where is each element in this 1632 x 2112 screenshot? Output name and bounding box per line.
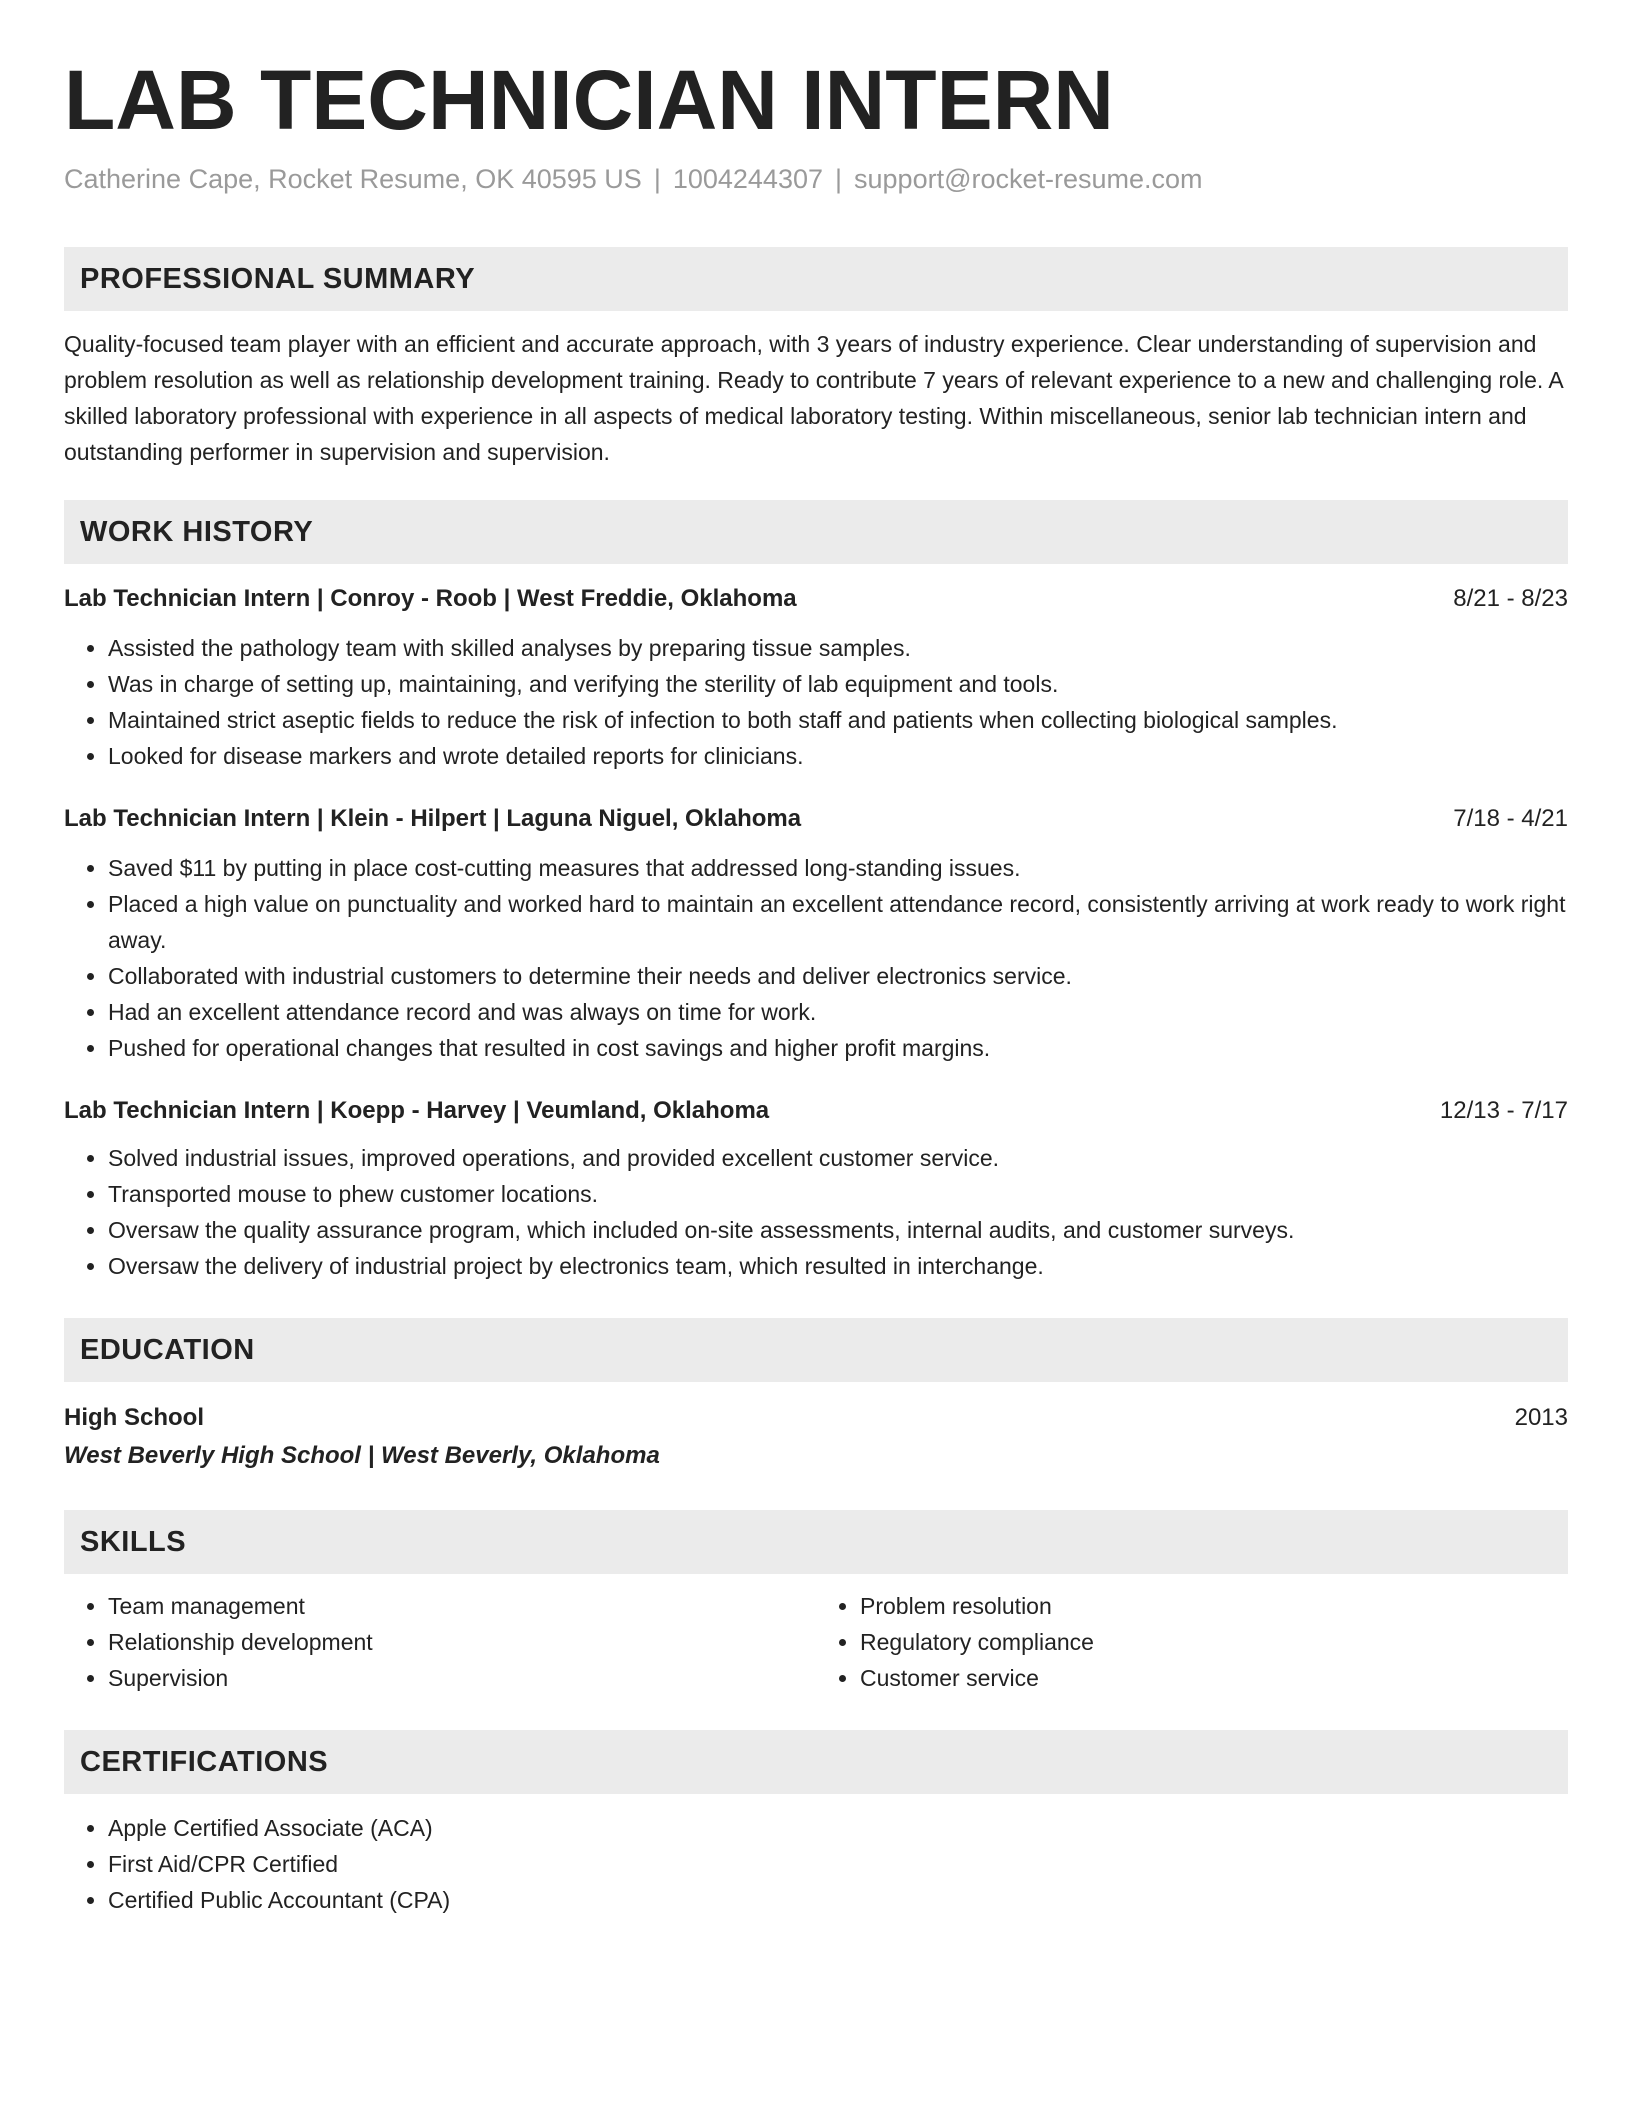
job-title: Lab Technician Intern | Koepp - Harvey | Veumland, Oklahoma: [64, 1097, 770, 1125]
job-title: Lab Technician Intern | Conroy - Roob | West Freddie, Oklahoma: [64, 585, 797, 613]
contact-separator: |: [835, 164, 843, 195]
list-item: • Team management: [108, 1588, 816, 1624]
section-header-certifications: CERTIFICATIONS: [64, 1730, 1568, 1794]
job-header: [64, 1094, 1568, 1128]
job-dates: 7/18 - 4/21: [1453, 805, 1568, 833]
contact-email: support@rocket-resume.com: [854, 164, 1203, 195]
list-item: • Oversaw the quality assurance program, which included on-site assessments, internal audits, and customer surveys.: [108, 1212, 1568, 1248]
education-entry: [64, 1400, 1568, 1436]
list-item: • Oversaw the delivery of industrial project by electronics team, which resulted in interchange.: [108, 1248, 1568, 1284]
list-item: • Had an excellent attendance record and was always on time for work.: [108, 994, 1568, 1030]
job-entry: [64, 802, 1568, 1066]
list-item: • Saved $11 by putting in place cost-cutting measures that addressed long-standing issues.: [108, 850, 1568, 886]
list-item: • Maintained strict aseptic fields to reduce the risk of infection to both staff and patients when collecting biological samples.: [108, 702, 1568, 738]
list-item: • Was in charge of setting up, maintaining, and verifying the sterility of lab equipment and tools.: [108, 666, 1568, 702]
list-item: • Placed a high value on punctuality and worked hard to maintain an excellent attendance record, consistently arriving at work ready to work right away.: [108, 886, 1568, 958]
education-year: 2013: [1514, 1404, 1568, 1432]
list-item: • Solved industrial issues, improved operations, and provided excellent customer service.: [108, 1140, 1568, 1176]
list-item: • Assisted the pathology team with skilled analyses by preparing tissue samples.: [108, 630, 1568, 666]
list-item: • Collaborated with industrial customers to determine their needs and deliver electronics service.: [108, 958, 1568, 994]
list-item: • Certified Public Accountant (CPA): [108, 1882, 1568, 1918]
job-title: Lab Technician Intern | Klein - Hilpert | Laguna Niguel, Oklahoma: [64, 805, 802, 833]
job-bullet-list: [64, 1140, 1568, 1284]
job-entry: [64, 582, 1568, 774]
list-item: • First Aid/CPR Certified: [108, 1846, 1568, 1882]
job-bullet-list: [64, 630, 1568, 774]
section-header-work-history: WORK HISTORY: [64, 500, 1568, 564]
job-dates: 12/13 - 7/17: [1439, 1097, 1568, 1125]
list-item: • Regulatory compliance: [860, 1624, 1568, 1660]
job-bullet-list: [64, 850, 1568, 1066]
contact-address: Catherine Cape, Rocket Resume, OK 40595 US: [64, 164, 642, 195]
contact-phone: 1004244307: [672, 164, 823, 195]
page-title: LAB TECHNICIAN INTERN: [64, 53, 1114, 147]
section-header-summary: PROFESSIONAL SUMMARY: [64, 247, 1568, 311]
certifications-list: [64, 1810, 1568, 1918]
job-entry: [64, 1094, 1568, 1284]
list-item: • Looked for disease markers and wrote detailed reports for clinicians.: [108, 738, 1568, 774]
list-item: • Relationship development: [108, 1624, 816, 1660]
list-item: • Customer service: [860, 1660, 1568, 1696]
section-header-skills: SKILLS: [64, 1510, 1568, 1574]
list-item: • Supervision: [108, 1660, 816, 1696]
skills-grid: [64, 1588, 1568, 1696]
education-degree: High School: [64, 1404, 204, 1432]
list-item: • Problem resolution: [860, 1588, 1568, 1624]
summary-text: Quality-focused team player with an efficient and accurate approach, with 3 years of industry experience. Clear understanding of supervision and problem resolution as well as relationship development training. Ready to contribute 7 years of relevant experience to a new and challenging role. A skilled laboratory professional with experience in all aspects of medical laboratory testing. Within miscellaneous, senior lab technician intern and outstanding performer in supervision and supervision.: [64, 331, 1563, 466]
list-item: • Apple Certified Associate (ACA): [108, 1810, 1568, 1846]
skills-list-left: [64, 1588, 816, 1696]
job-header: [64, 802, 1568, 836]
education-school: West Beverly High School | West Beverly, Oklahoma: [64, 1442, 660, 1470]
list-item: • Transported mouse to phew customer locations.: [108, 1176, 1568, 1212]
job-dates: 8/21 - 8/23: [1453, 585, 1568, 613]
contact-separator: |: [653, 164, 661, 195]
skills-list-right: [816, 1588, 1568, 1696]
list-item: • Pushed for operational changes that resulted in cost savings and higher profit margins.: [108, 1030, 1568, 1066]
section-header-education: EDUCATION: [64, 1318, 1568, 1382]
contact-line: [64, 162, 1568, 197]
job-header: [64, 582, 1568, 616]
